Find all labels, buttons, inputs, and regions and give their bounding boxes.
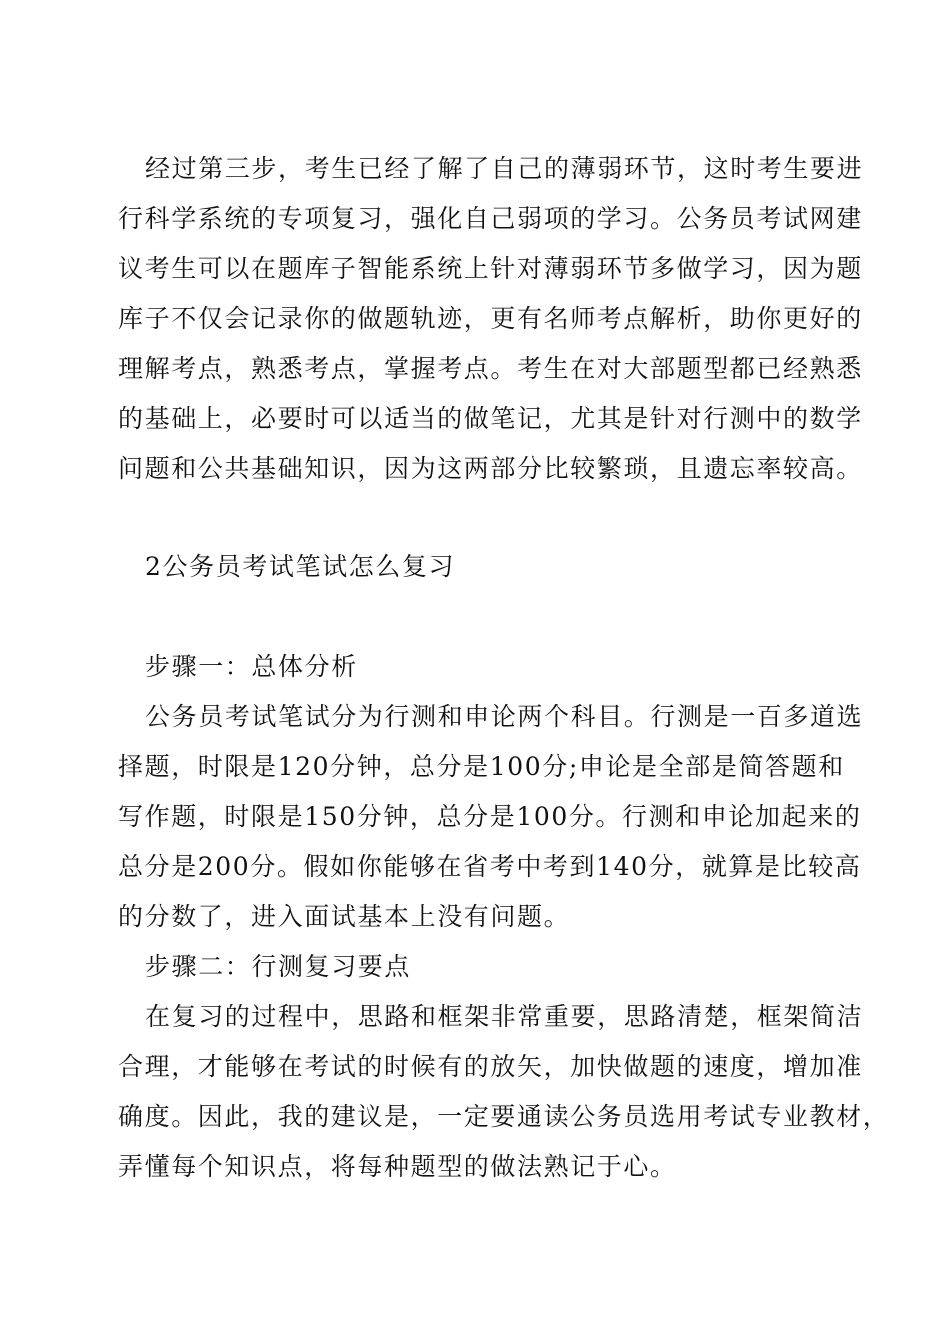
- step-1-line: 择题，时限是120分钟，总分是100分;申论是全部是简答题和: [118, 752, 845, 781]
- section-heading: 2公务员考试笔试怎么复习: [145, 552, 456, 581]
- step-2-line: 合理，才能够在考试的时候有的放矢，加快做题的速度，增加准: [118, 1052, 863, 1081]
- step-2-line: 在复习的过程中，思路和框架非常重要，思路清楚，框架简洁: [145, 1002, 864, 1031]
- step-1-line: 公务员考试笔试分为行测和申论两个科目。行测是一百多道选: [145, 702, 864, 731]
- step-1-line: 写作题，时限是150分钟，总分是100分。行测和申论加起来的: [118, 802, 862, 831]
- step-1-line: 的分数了，进入面试基本上没有问题。: [118, 902, 571, 931]
- step-2-line: 弄懂每个知识点，将每种题型的做法熟记于心。: [118, 1152, 677, 1181]
- paragraph-1-line: 的基础上，必要时可以适当的做笔记，尤其是针对行测中的数学: [118, 404, 863, 433]
- paragraph-1-line: 库子不仅会记录你的做题轨迹，更有名师考点解析，助你更好的: [118, 304, 863, 333]
- paragraph-1-line: 理解考点，熟悉考点，掌握考点。考生在对大部题型都已经熟悉: [118, 354, 863, 383]
- paragraph-1-line: 问题和公共基础知识，因为这两部分比较繁琐，且遗忘率较高。: [118, 454, 863, 483]
- paragraph-1-line: 行科学系统的专项复习，强化自己弱项的学习。公务员考试网建: [118, 204, 863, 233]
- paragraph-1-line: 议考生可以在题库子智能系统上针对薄弱环节多做学习，因为题: [118, 254, 863, 283]
- paragraph-1-line: 经过第三步，考生已经了解了自己的薄弱环节，这时考生要进: [145, 154, 864, 183]
- step-1-heading: 步骤一：总体分析: [145, 652, 358, 681]
- step-1-line: 总分是200分。假如你能够在省考中考到140分，就算是比较高: [118, 852, 862, 881]
- step-2-line: 确度。因此，我的建议是，一定要通读公务员选用考试专业教材，: [118, 1102, 890, 1131]
- step-2-heading: 步骤二：行测复习要点: [145, 952, 412, 981]
